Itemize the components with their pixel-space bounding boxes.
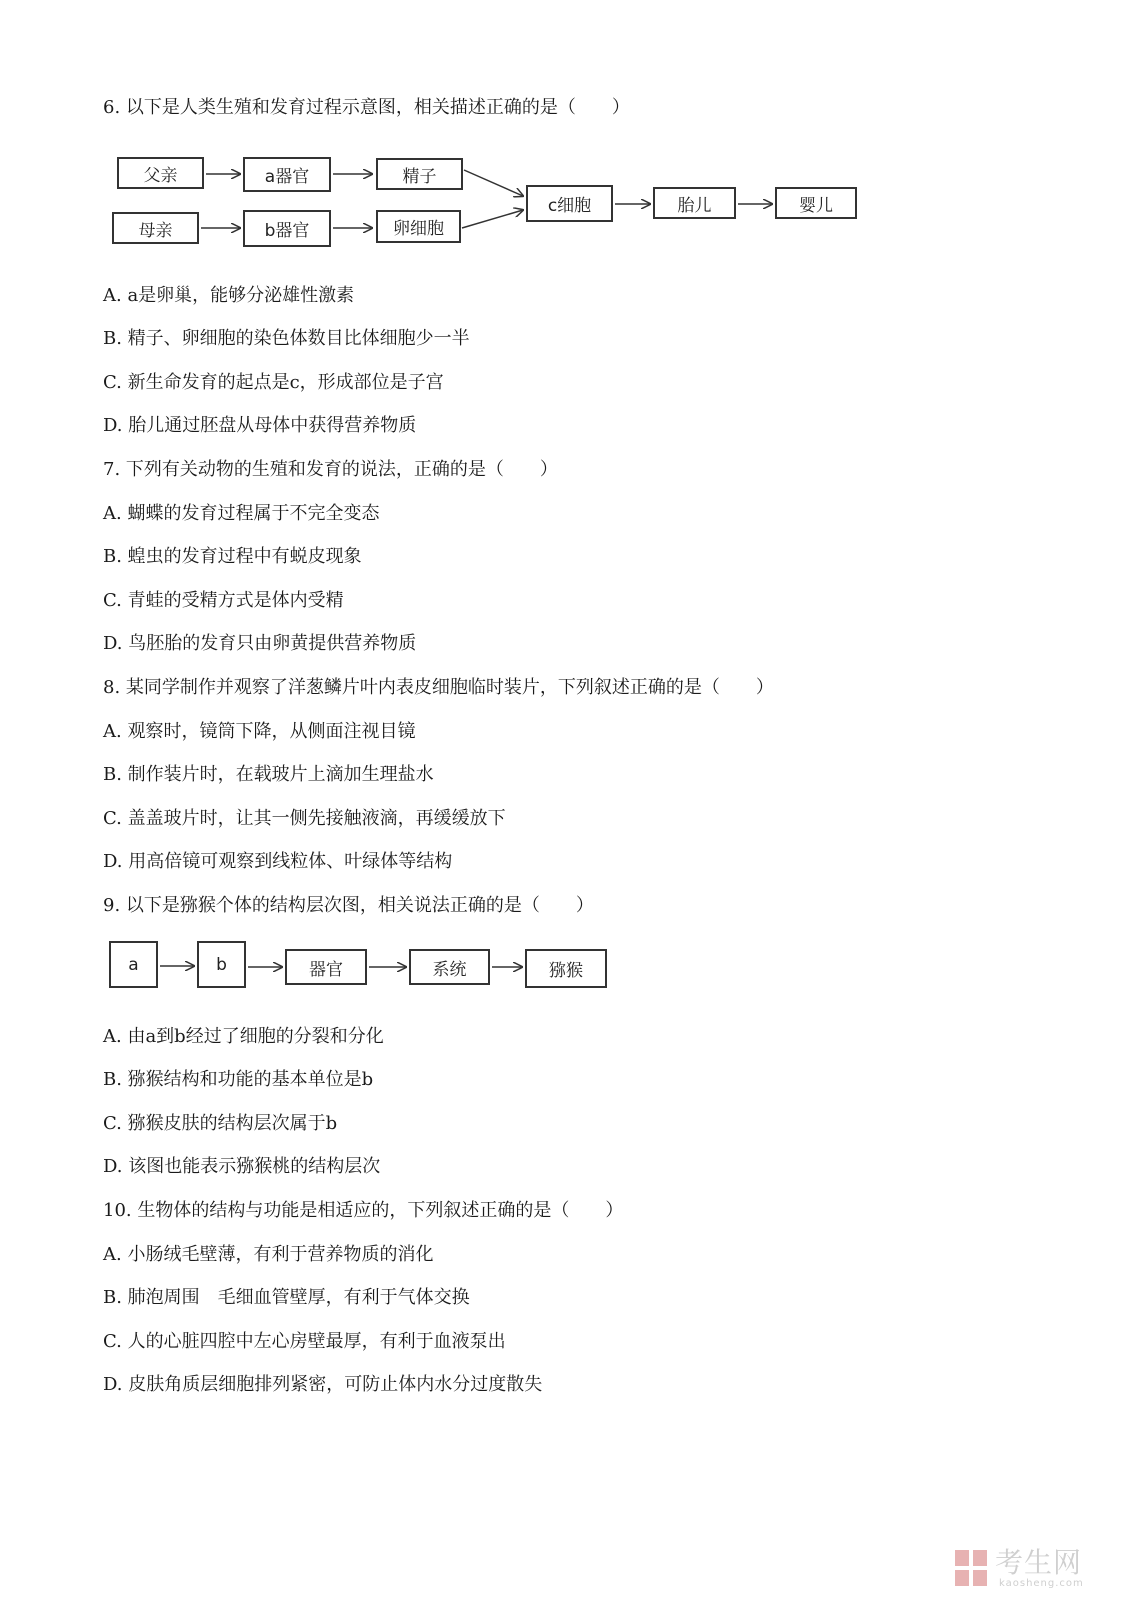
q10-stem: 10. 生物体的结构与功能是相适应的，下列叙述正确的是（ ） (103, 1200, 624, 1221)
q10-option-c: C. 人的心脏四腔中左心房壁最厚，有利于血液泵出 (103, 1331, 506, 1352)
q10-option-b: B. 肺泡周围 毛细血管壁厚，有利于气体交换 (103, 1287, 470, 1308)
q10-option-a: A. 小肠绒毛壁薄，有利于营养物质的消化 (103, 1244, 434, 1265)
q6-option-a: A. a是卵巢，能够分泌雄性激素 (103, 285, 355, 306)
box-level-b: b (197, 941, 246, 988)
q7-option-d: D. 鸟胚胎的发育只由卵黄提供营养物质 (103, 633, 417, 654)
watermark-name: 考生网 (995, 1546, 1083, 1579)
box-egg: 卵细胞 (376, 210, 461, 243)
watermark (955, 1548, 1105, 1593)
box-a-organ: a器官 (243, 157, 331, 192)
q7-option-b: B. 蝗虫的发育过程中有蜕皮现象 (103, 546, 362, 567)
box-father: 父亲 (117, 157, 204, 189)
box-baby: 婴儿 (775, 187, 857, 219)
box-b-organ: b器官 (243, 210, 331, 247)
box-level-a: a (109, 941, 158, 988)
q9-option-d: D. 该图也能表示猕猴桃的结构层次 (103, 1156, 381, 1177)
q7-option-a: A. 蝴蝶的发育过程属于不完全变态 (103, 503, 380, 524)
box-organ: 器官 (285, 949, 367, 985)
box-sperm: 精子 (376, 158, 463, 190)
box-system: 系统 (409, 949, 490, 985)
q9-option-a: A. 由a到b经过了细胞的分裂和分化 (103, 1026, 384, 1047)
q6-option-c: C. 新生命发育的起点是c，形成部位是子宫 (103, 372, 444, 393)
q9-stem: 9. 以下是猕猴个体的结构层次图，相关说法正确的是（ ） (103, 895, 594, 916)
box-c-cell: c细胞 (526, 185, 613, 222)
q8-option-c: C. 盖盖玻片时，让其一侧先接触液滴，再缓缓放下 (103, 808, 506, 829)
q9-option-c: C. 猕猴皮肤的结构层次属于b (103, 1113, 338, 1134)
box-macaque: 猕猴 (525, 949, 607, 988)
q6-option-b: B. 精子、卵细胞的染色体数目比体细胞少一半 (103, 328, 470, 349)
kaosheng-logo-icon (955, 1550, 989, 1586)
q7-option-c: C. 青蛙的受精方式是体内受精 (103, 590, 344, 611)
q8-option-b: B. 制作装片时，在载玻片上滴加生理盐水 (103, 764, 434, 785)
q9-option-b: B. 猕猴结构和功能的基本单位是b (103, 1069, 374, 1090)
q6-stem: 6. 以下是人类生殖和发育过程示意图，相关描述正确的是（ ） (103, 97, 630, 118)
q8-option-a: A. 观察时，镜筒下降，从侧面注视目镜 (103, 721, 416, 742)
q8-stem: 8. 某同学制作并观察了洋葱鳞片叶内表皮细胞临时装片，下列叙述正确的是（ ） (103, 677, 774, 698)
watermark-url: kaosheng.com (999, 1578, 1084, 1589)
box-mother: 母亲 (112, 212, 199, 244)
q8-option-d: D. 用高倍镜可观察到线粒体、叶绿体等结构 (103, 851, 453, 872)
q10-option-d: D. 皮肤角质层细胞排列紧密，可防止体内水分过度散失 (103, 1374, 543, 1395)
q7-stem: 7. 下列有关动物的生殖和发育的说法，正确的是（ ） (103, 459, 558, 480)
q6-option-d: D. 胎儿通过胚盘从母体中获得营养物质 (103, 415, 417, 436)
box-fetus: 胎儿 (653, 187, 736, 219)
